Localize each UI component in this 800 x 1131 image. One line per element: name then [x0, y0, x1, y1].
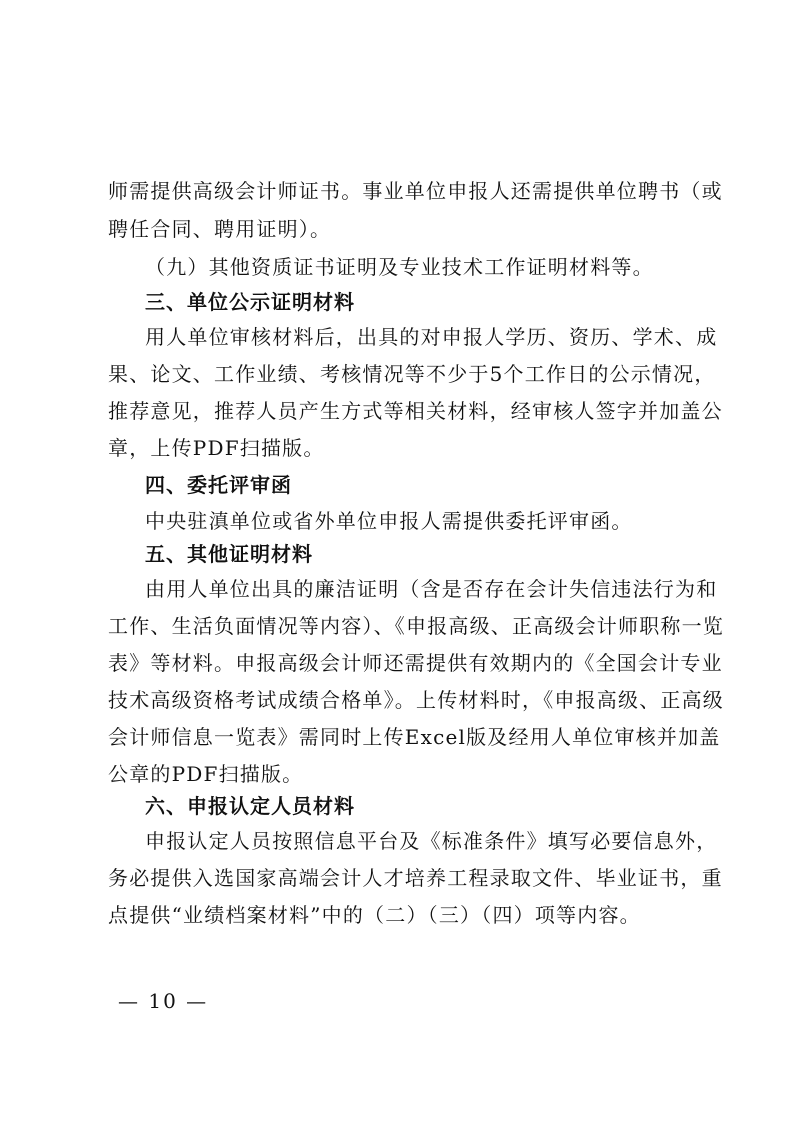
text-line: 会计师信息一览表》需同时上传Excel版及经用人单位审核并加盖: [108, 725, 721, 749]
text-line: 工作、生活负面情况等内容）、《申报高级、正高级会计师职称一览: [108, 614, 724, 638]
text-line: 由用人单位出具的廉洁证明（含是否存在会计失信违法行为和: [145, 577, 718, 601]
section-heading: 四、委托评审函: [145, 473, 292, 497]
text-line: 中央驻滇单位或省外单位申报人需提供委托评审函。: [145, 509, 633, 533]
text-line: 务必提供入选国家高端会计人才培养工程录取文件、毕业证书，重: [108, 866, 723, 890]
text-line: 技术高级资格考试成绩合格单》。上传材料时，《申报高级、正高级: [108, 688, 724, 712]
text-line: 聘任合同、聘用证明）。: [108, 217, 332, 241]
text-line: 果、论文、工作业绩、考核情况等不少于5个工作日的公示情况，: [108, 362, 716, 386]
text-line: 点提供“业绩档案材料”中的（二）（三）（四）项等内容。: [108, 903, 641, 927]
text-line: 用人单位审核材料后，出具的对申报人学历、资历、学术、成: [145, 325, 718, 349]
text-line: （九）其他资质证书证明及专业技术工作证明材料等。: [145, 255, 654, 279]
section-heading: 五、其他证明材料: [145, 542, 313, 566]
text-line: 公章的PDF扫描版。: [108, 762, 304, 786]
section-heading: 三、单位公示证明材料: [145, 290, 355, 314]
text-line: 师需提供高级会计师证书。事业单位申报人还需提供单位聘书（或: [108, 179, 723, 203]
text-line: 章，上传PDF扫描版。: [108, 436, 325, 460]
page-number: — 10 —: [118, 989, 209, 1013]
text-line: 推荐意见，推荐人员产生方式等相关材料，经审核人签字并加盖公: [108, 399, 723, 423]
section-heading: 六、申报认定人员材料: [145, 794, 355, 818]
text-line: 申报认定人员按照信息平台及《标准条件》填写必要信息外，: [145, 829, 718, 853]
text-line: 表》等材料。申报高级会计师还需提供有效期内的《全国会计专业: [108, 651, 723, 675]
